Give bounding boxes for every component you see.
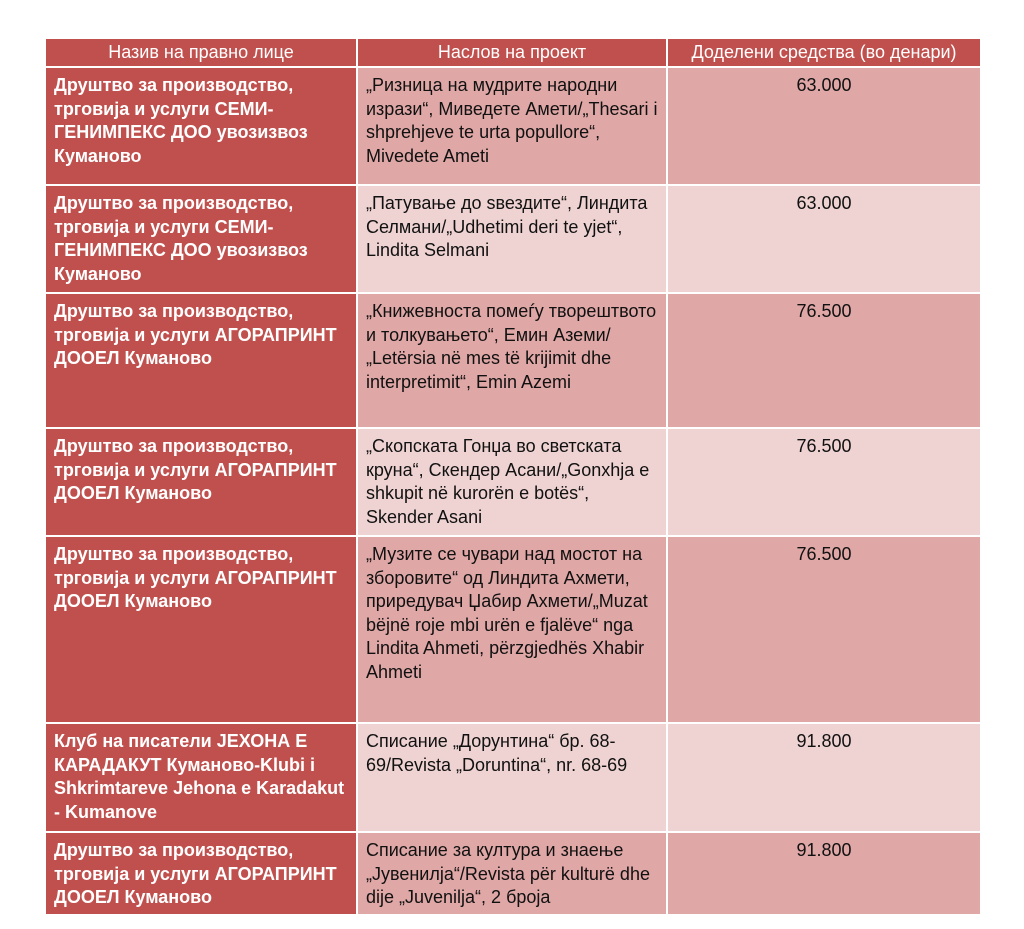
cell-project-title: „Книжевноста помеѓу творештвото и толкувањето“, Емин Аземи/„Letërsia në mes të krijimit dhe interpretimit“, Emin Azemi [358, 294, 668, 427]
grants-table [46, 39, 980, 914]
header-project: Наслов на проект [358, 39, 668, 66]
table-row [46, 66, 980, 184]
table-row [46, 722, 980, 831]
table-row [46, 292, 980, 427]
cell-project-title: „Музите се чувари над мостот на зборовите“ од Линдита Ахмети, приредувач Џабир Ахмети/„Muzat bëjnë roje mbi urën e fjalëve“ nga Lindita Ahmeti, përzgjedhës Xhabir Ahmeti [358, 537, 668, 722]
cell-entity-name: Друштво за производство, трговија и услуги АГОРАПРИНТ ДООЕЛ Куманово [46, 833, 358, 914]
cell-entity-name: Клуб на писатели ЈЕХОНА Е КАРАДАКУТ Куманово-Klubi i Shkrimtareve Jehona e Karadakut - Kumanove [46, 724, 358, 831]
cell-amount: 91.800 [668, 724, 980, 831]
cell-project-title: „Скопската Гонџа во светската круна“, Скендер Асани/„Gonxhja e shkupit në kurorën e botës“, Skender Asani [358, 429, 668, 535]
cell-amount: 63.000 [668, 186, 980, 292]
table-row [46, 535, 980, 722]
cell-entity-name: Друштво за производство, трговија и услуги АГОРАПРИНТ ДООЕЛ Куманово [46, 429, 358, 535]
cell-project-title: „Ризница на мудрите народни изрази“, Миведете Амети/„Thesari i shprehjeve te urta popullore“, Mivedete Ameti [358, 68, 668, 184]
cell-project-title: Списание „Дорунтина“ бр. 68-69/Revista „Doruntina“, nr. 68-69 [358, 724, 668, 831]
header-amount: Доделени средства (во денари) [668, 39, 980, 66]
table-header-row [46, 39, 980, 66]
cell-amount: 76.500 [668, 429, 980, 535]
cell-amount: 63.000 [668, 68, 980, 184]
cell-entity-name: Друштво за производство, трговија и услуги АГОРАПРИНТ ДООЕЛ Куманово [46, 294, 358, 427]
table-row [46, 427, 980, 535]
cell-entity-name: Друштво за производство, трговија и услуги СЕМИ-ГЕНИМПЕКС ДОО увозизвоз Куманово [46, 186, 358, 292]
cell-amount: 76.500 [668, 294, 980, 427]
cell-amount: 91.800 [668, 833, 980, 914]
table-row [46, 184, 980, 292]
header-name: Назив на правно лице [46, 39, 358, 66]
cell-project-title: „Патување до ѕвездите“, Линдита Селмани/„Udhetimi deri te yjet“, Lindita Selmani [358, 186, 668, 292]
table-row [46, 831, 980, 914]
cell-entity-name: Друштво за производство, трговија и услуги СЕМИ-ГЕНИМПЕКС ДОО увозизвоз Куманово [46, 68, 358, 184]
cell-entity-name: Друштво за производство, трговија и услуги АГОРАПРИНТ ДООЕЛ Куманово [46, 537, 358, 722]
cell-amount: 76.500 [668, 537, 980, 722]
cell-project-title: Списание за култура и знаење „Јувенилја“/Revista për kulturë dhe dije „Juvenilja“, 2 броја [358, 833, 668, 914]
